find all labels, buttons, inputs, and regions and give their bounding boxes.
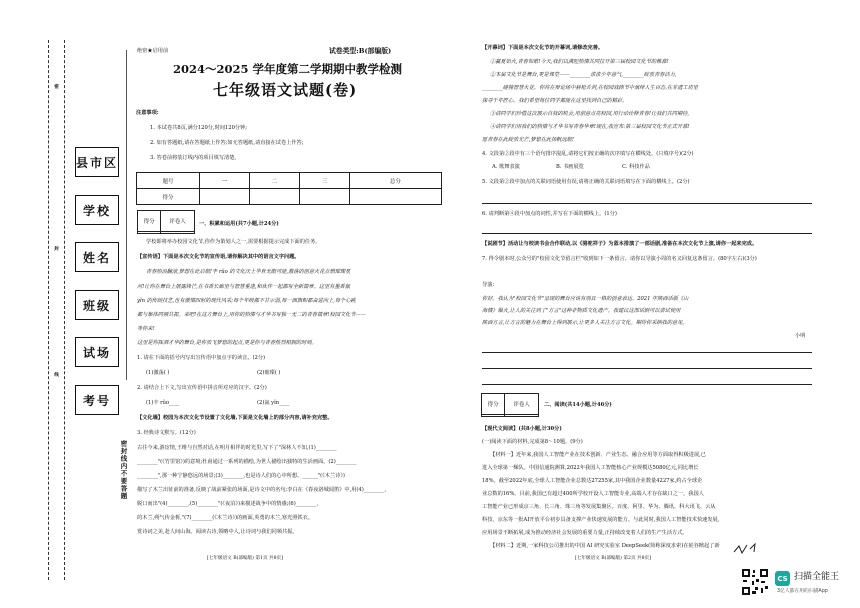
q3-line[interactable]: ________",那一种宁静悠远的场景;(3)________,也是诗人们的心中所想。______"(《木兰诗》) xyxy=(137,473,345,479)
binding-seal-top: 密 xyxy=(53,84,59,90)
grader-box-1 xyxy=(137,210,195,234)
question-7: 7. 得令剧本时,公众号的"校园文化节留言栏"收到如下一条留言。请你以导演小周的名义回复这条留言。(80字左右)(3分) xyxy=(482,256,757,262)
score-table-header-3: 三 xyxy=(299,173,349,189)
question-1-item-1[interactable]: (1)激荡( ) xyxy=(146,370,170,376)
q5-answer-line[interactable] xyxy=(482,203,812,204)
material-2: 【材料二】近期,一家科技公司推出的中国 AI 研究实验室 DeepSeek(简称深度求索)在硅谷掀起了新 xyxy=(490,543,720,549)
binding-line xyxy=(126,50,127,380)
question-1-item-2[interactable]: (2)璀璨( ) xyxy=(257,370,281,376)
label-school: 学校 xyxy=(75,195,119,225)
binding-dash-inner xyxy=(64,40,65,580)
question-6: 6. 请判断第④段中加点的词性,并写在下面的横线上。(1分) xyxy=(482,211,617,217)
label-room: 试场 xyxy=(75,337,119,367)
camscanner-logo-icon xyxy=(775,571,790,586)
secret-mark: 绝密★启用前 xyxy=(137,48,169,54)
score-cell[interactable] xyxy=(200,189,250,205)
question-5: 5. 文段第②段中加点的关联词语使用有误,请将正确的关联词语填写在下面的横线上。(2分) xyxy=(482,179,690,185)
note-1: 1. 本试卷共8页,满分120分,时间120分钟; xyxy=(150,125,247,131)
culture-wall-heading: 【文化墙】校园为本次文化节设置了文化墙,下面是文化墙上的部分内容,请补充完整。 xyxy=(137,415,333,421)
opening-line: ________碰撞智慧火花。你将在辩论场中唇枪舌剑,在校园戏剧节中演绎人生百态,在非遗工坊里 xyxy=(482,85,698,91)
q3-line[interactable]: ________"(《竹里馆》)的意境;杜甫通过一系列的描绘,为世人描绘出独特的生活画面。(2)________ xyxy=(137,459,357,465)
opening-line: 探寻千年匠心。我们希望每位同学都能在这里找到自己的精彩。 xyxy=(482,98,628,104)
section1-intro: 学校即将举办校园文化节,你作为策划人之一,需要根据提示完成下面的任务。 xyxy=(146,239,321,245)
notes-heading: 注意事项: xyxy=(136,110,159,116)
exam-title: 2024～2025 学年度第二学期期中教学检测 xyxy=(173,62,403,76)
score-table-header-total: 总分 xyxy=(349,173,441,189)
publicity-heading: 【宣传语】下面是本次文化节的宣传语,请你解决其中的语言文字问题。 xyxy=(137,254,300,260)
camscanner-brand: 扫描全能王 xyxy=(794,572,840,582)
q3-line[interactable]: 古往今来,游宦情,王维与自然对话,在明月相伴的时光里,写下了"深林人不知,(1)________ xyxy=(137,445,337,451)
q7-answer-line[interactable] xyxy=(482,368,812,369)
opening-line: ③请同学们珍惜这次展示自我的机会,用创意点亮校园,用行动诠释青春!让我们共同期待, xyxy=(490,111,689,117)
letter-signer: 小明 xyxy=(795,333,806,339)
section1-heading: 一、积累和运用(共7小题,计24分) xyxy=(199,221,279,227)
label-exam-number: 考号 xyxy=(75,385,119,415)
q3-line: 赏诗词之美,赴人间山海。阅读古诗,领略中人,让诗词与我们同频共振。 xyxy=(137,529,298,535)
question-2-item-1[interactable]: (1)丰 rǔo____ xyxy=(146,400,180,406)
score-cell[interactable] xyxy=(299,189,349,205)
opening-line: ④请同学们用我们的热情与才华书写青春华章!现在,我宣布:第三届校园文化节正式开幕! xyxy=(490,124,690,130)
score-cell[interactable] xyxy=(249,189,299,205)
score-cell[interactable] xyxy=(349,189,441,205)
q7-answer-line[interactable] xyxy=(482,352,812,353)
note-2: 2. 如有答题纸,请在答题纸上作答;如无答题纸,请直接在试卷上作答; xyxy=(150,140,304,146)
material-line: 应用场景不断拓展,成为推动经济社会发展的重要力量,正持续改变着人们的生产生活方式。 xyxy=(482,530,688,536)
score-table-header-number: 题号 xyxy=(137,173,200,189)
score-table xyxy=(136,172,442,205)
question-2-item-2[interactable]: (2)氤 yǐn____ xyxy=(257,400,290,406)
grader-label: 评卷人 xyxy=(161,211,195,232)
opening-line: ①赢夏如火,青春如歌!今天,我们以满腔热情共同拉开第三届校园文化节的帷幕! xyxy=(490,59,669,65)
question-3: 3. 经典诗文默写。(12分) xyxy=(137,430,196,436)
letter-line: 你好。我认为"校园文化节"呈现的舞台应该有别具一格的创意表达。2021 年陕西话版《山 xyxy=(482,296,689,302)
drama-heading: 【说剧节】活动让与校读书会合作联动,以《骆驼祥子》为蓝本排演了一部话剧,准备在本次文化节上演,请你一起来完成。 xyxy=(482,241,758,247)
passage-line: 青春热浪翻滚,梦想在此启航!丰 rǔo 的文化沃土孕育无限可能,激荡的创意火花点燃璀璨星 xyxy=(146,269,351,275)
passage-line: yǐn 的传统技艺,也有激情四射的现代风采;每个年级都不甘示弱,每一面旗帜都奋进向上,每个心跳 xyxy=(137,298,356,304)
grader-box-2 xyxy=(481,393,539,417)
q6-answer-line[interactable] xyxy=(482,233,812,234)
page1-footer: [七年级语文 B(部编版) 第1页 共8页] xyxy=(207,556,283,561)
score-table-header-1: 一 xyxy=(200,173,250,189)
passage-line: 都与集体同频共振。来吧!在这方舞台上,用你的热情与才华书写独一无二的青春篇章!校园文化节—— xyxy=(137,312,366,318)
handwritten-mark xyxy=(730,540,770,558)
q4-option-a: A. 歌舞表演 xyxy=(492,164,520,170)
grader-score-label: 得分 xyxy=(482,394,505,415)
page2-footer: [七年级语文 B(部编版) 第2页 共8页] xyxy=(575,556,651,561)
letter-salutation: 导演: xyxy=(482,282,495,288)
q4-option-c: C. 科技作品 xyxy=(622,164,650,170)
q3-line[interactable]: 脱口而出"(4)________,(5)________"(《夜泊》)来描述战争中的情感;(6)________, xyxy=(137,501,319,507)
passage-line: 等你来! xyxy=(137,326,155,332)
material-line: 【材料一】近年来,我国人工智能产业在技术创新、产业生态、融合应用等方面取得积极进展,已 xyxy=(490,452,706,458)
modern-reading-heading: 【现代文阅读】(共8小题,计30分) xyxy=(482,426,562,432)
paper-type: 试卷类型:B(部编版) xyxy=(329,47,392,55)
question-2: 2. 请结合上下文,写出宣传语中拼音所对应的汉字。(2分) xyxy=(137,385,267,391)
score-table-row-label: 得分 xyxy=(137,189,200,205)
q3-line[interactable]: 描写了木兰出征前的准备,反映了战前紧张的场面,是诗文中的名句;李白在《春夜洛城闻笛》中,用(4)________, xyxy=(137,487,387,493)
grader-cell[interactable] xyxy=(161,231,195,233)
opening-line: 愿青春在此绽放光芒,梦想在此扬帆远航! xyxy=(482,137,574,143)
label-class: 班级 xyxy=(75,290,119,320)
letter-line: 陕西方言,让方言的魅力在舞台上得到展示,让更多人关注方言文化。期待你采纳我的意见。 xyxy=(482,320,688,326)
letter-line: 海情》爆火,让人的关注到了"方言"这种非物质文化遗产。我建议这部话剧可以尝试使用 xyxy=(482,308,681,314)
binding-dash-outer xyxy=(48,40,49,580)
section2-heading: 二、阅读(共14小题,计46分) xyxy=(544,402,612,408)
camscanner-logo-text: CS xyxy=(777,574,788,583)
q4-option-b: B. 书画展览 xyxy=(556,164,584,170)
material-line: 18%。截至2022年底,全球人工智能企业总数达27255家,其中我国企业数量4227家,约占全球企 xyxy=(482,478,703,484)
binding-seal-bottom: 线 xyxy=(53,372,59,378)
passage-line: 这里是你挥洒才华的舞台,是你放飞梦想的起点,更是你与青春热烈相拥的时刻。 xyxy=(137,340,317,346)
material-line: 工智能产业已形成京三角、长三角、珠三角等发展集聚区。百度、阿里、华为、腾讯、科大讯飞、云从 xyxy=(482,504,716,510)
note-3: 3. 答卷前将装订线内的项目填写清楚。 xyxy=(150,155,240,161)
label-county: 县市区 xyxy=(75,147,119,177)
qr-code-icon xyxy=(741,568,769,596)
grader-cell[interactable] xyxy=(505,414,539,416)
grader-score-label: 得分 xyxy=(138,211,161,232)
q3-line[interactable]: 的木兰,朔气传金柝,"(7)________(《木兰诗》)的画面,英勇的木兰,寒光照铁衣。 xyxy=(137,515,313,521)
grader-label: 评卷人 xyxy=(505,394,539,415)
grader-score-cell[interactable] xyxy=(482,414,505,416)
opening-line: ②本届文化节是舞台,更是课堂——________浓浓少年意气,________绽放青春活力, xyxy=(490,72,677,78)
camscanner-tagline: 3亿人都在用的扫描App xyxy=(777,589,828,594)
passage-line: 河!让你在舞台上展露锋芒,在书香长廊里与智慧重逢,和伙伴一起都写全新篇章。这里有墨香氤 xyxy=(137,284,350,290)
opening-heading: 【开幕词】下面是本次文化节的开幕词,请修改完善。 xyxy=(482,45,604,51)
binding-warning: 密封线内不要答题 xyxy=(119,440,128,500)
label-name: 姓名 xyxy=(75,242,119,272)
reading-1-instruction: (一)阅读下面的材料,完成第8～10题。(9分) xyxy=(482,439,583,445)
question-4: 4. 文段第②段中有三个语句排序混乱,请将它们按正确的次序填写在横线处。(只填序号)(2分) xyxy=(482,151,694,157)
question-1: 1. 请在下面的括号内写出宣传语中加点字的读音。(2分) xyxy=(137,355,266,361)
exam-subtitle: 七年级语文试题(卷) xyxy=(213,81,358,99)
score-table-header-2: 二 xyxy=(249,173,299,189)
q7-answer-line[interactable] xyxy=(482,384,812,385)
material-line: 进入全球第一梯队。中国信通院测算,2022年我国人工智能核心产业规模达5080亿元,同比增长 xyxy=(482,465,699,471)
binding-seal-mid: 封 xyxy=(53,246,59,252)
grader-score-cell[interactable] xyxy=(138,231,161,233)
material-line: 科技、京东等一批AI开放平台初步具备支撑产业快速发展的能力。与此同时,我国人工智能技术快速发展, xyxy=(482,517,720,523)
material-line: 业总数的16%。目前,我国已有超过400所学校开设人工智能专业,高端人才存在缺口之一。我国人 xyxy=(482,491,704,497)
